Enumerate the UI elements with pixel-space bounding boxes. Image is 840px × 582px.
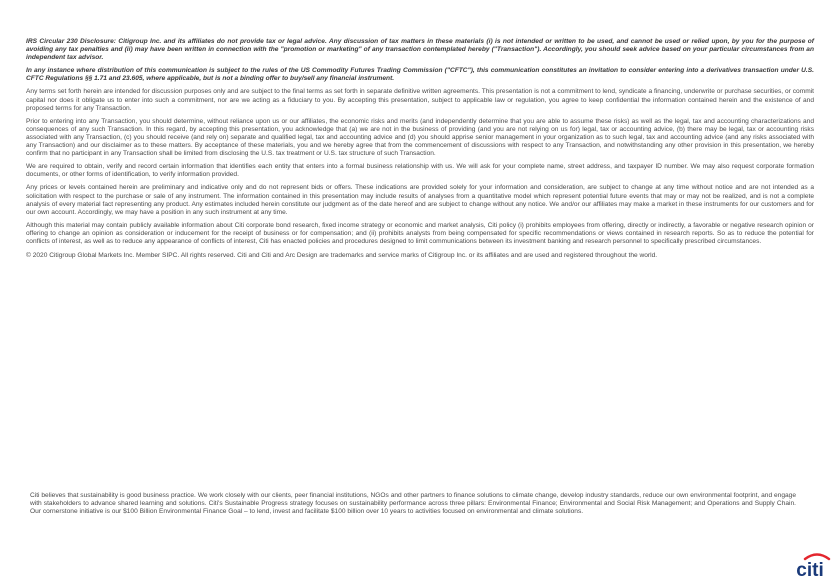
risk-paragraph: Prior to entering into any Transaction, you should determine, without reliance upon us or our affiliates, the economic risks and merits (and independently determine that you are able to assume these risks) as well as the legal, tax and accounting characterizations and consequences of any such Transaction. In this regard, by accepting this presentation, you acknowledge that (a) we are not in the business of providing (and you are not relying on us for) legal, tax or accounting advice, (b) there may be legal, tax or accounting risks associated with any Transaction, (c) you should receive (and rely on) separate and qualified legal, tax and accounting advice and (d) you should apprise senior management in your organization as to such legal, tax and accounting advice (and any risks associated with any Transaction) and our disclaimer as to these matters. By acceptance of these materials, you and we hereby agree that from the commencement of discussions with respect to any Transaction, and notwithstanding any other provision in this presentation, we hereby confirm that no participant in any Transaction shall be limited from disclosing the U.S. tax treatment or U.S. tax structure of such Transaction.: [26, 117, 814, 158]
citi-logo: [790, 550, 832, 578]
citi-logo-text: citi: [796, 560, 824, 578]
copyright-notice: © 2020 Citigroup Global Markets Inc. Member SIPC. All rights reserved. Citi and Citi and Arc Design are trademarks and service marks of Citigroup Inc. or its affiliates and are used and registered throughout the world.: [26, 252, 658, 260]
cftc-notice: In any instance where distribution of this communication is subject to the rules of the US Commodity Futures Trading Commission ("CFTC"), this communication constitutes an invitation to consider entering into a derivatives transaction under U.S. CFTC Regulations §§ 1.71 and 23.605, where applicable, but is not a binding offer to buy/sell any financial instrument.: [26, 67, 814, 83]
prices-paragraph: Any prices or levels contained herein are preliminary and indicative only and do not represent bids or offers. These indications are provided solely for your information and consideration, are subject to change at any time without notice and are not intended as a solicitation with respect to the purchase or sale of any instrument. The information contained in this presentation may include results of analyses from a quantitative model which represent potential future events that may or may not be realized, and is not a complete analysis of every material fact representing any product. Any estimates included herein constitute our judgment as of the date hereof and are subject to change without any notice. We and/or our affiliates may make a market in these instruments for our customers and for our own account. Accordingly, we may have a position in any such instrument at any time.: [26, 184, 814, 216]
identity-verification-paragraph: We are required to obtain, verify and record certain information that identifies each entity that enters into a formal business relationship with us. We will ask for your complete name, street address, and taxpayer ID number. We may also request corporate formation documents, or other forms of identification, to verify information provided.: [26, 163, 814, 179]
research-paragraph: Although this material may contain publicly available information about Citi corporate bond research, fixed income strategy or economic and market analysis, Citi policy (i) prohibits employees from offering, directly or indirectly, a favorable or negative research opinion or offering to change an opinion as consideration or inducement for the receipt of business or for compensation; and (ii) prohibits analysts from being compensated for specific recommendations or views contained in research reports. So as to reduce the potential for conflicts of interest, as well as to reduce any appearance of conflicts of interest, Citi has enacted policies and procedures designed to limit communications between its investment banking and research personnel to specifically prescribed circumstances.: [26, 221, 814, 245]
disclaimer-section: [26, 38, 814, 267]
sustainability-statement: Citi believes that sustainability is good business practice. We work closely with our clients, peer financial institutions, NGOs and other partners to finance solutions to climate change, develop industry standards, reduce our own environmental footprint, and engage with stakeholders to advance shared learning and solutions. Citi's Sustainable Progress strategy focuses on sustainability performance across three pillars: Environmental Finance; Environmental and Social Risk Management; and Operations and Supply Chain. Our cornerstone initiative is our $100 Billion Environmental Finance Goal – to lend, invest and facilitate $100 billion over 10 years to activities focused on environmental and climate solutions.: [30, 492, 796, 516]
citi-arc-logo-icon: [790, 550, 832, 578]
irs-circular-230-disclosure: IRS Circular 230 Disclosure: Citigroup Inc. and its affiliates do not provide tax or legal advice. Any discussion of tax matters in these materials (i) is not intended or written to be used, and cannot be used or relied upon, by you for the purpose of avoiding any tax penalties and (ii) may have been written in connection with the "promotion or marketing" of any transaction contemplated hereby ("Transaction"). Accordingly, you should seek advice based on your particular circumstances from an independent tax advisor.: [26, 38, 814, 62]
terms-paragraph: Any terms set forth herein are intended for discussion purposes only and are subject to the final terms as set forth in separate definitive written agreements. This presentation is not a commitment to lend, syndicate a financing, underwrite or purchase securities, or commit capital nor does it obligate us to enter into such a commitment, nor are we acting as a fiduciary to you. By accepting this presentation, subject to applicable law or regulation, you agree to keep confidential the information contained herein and the existence of and proposed terms for any Transaction.: [26, 88, 814, 112]
